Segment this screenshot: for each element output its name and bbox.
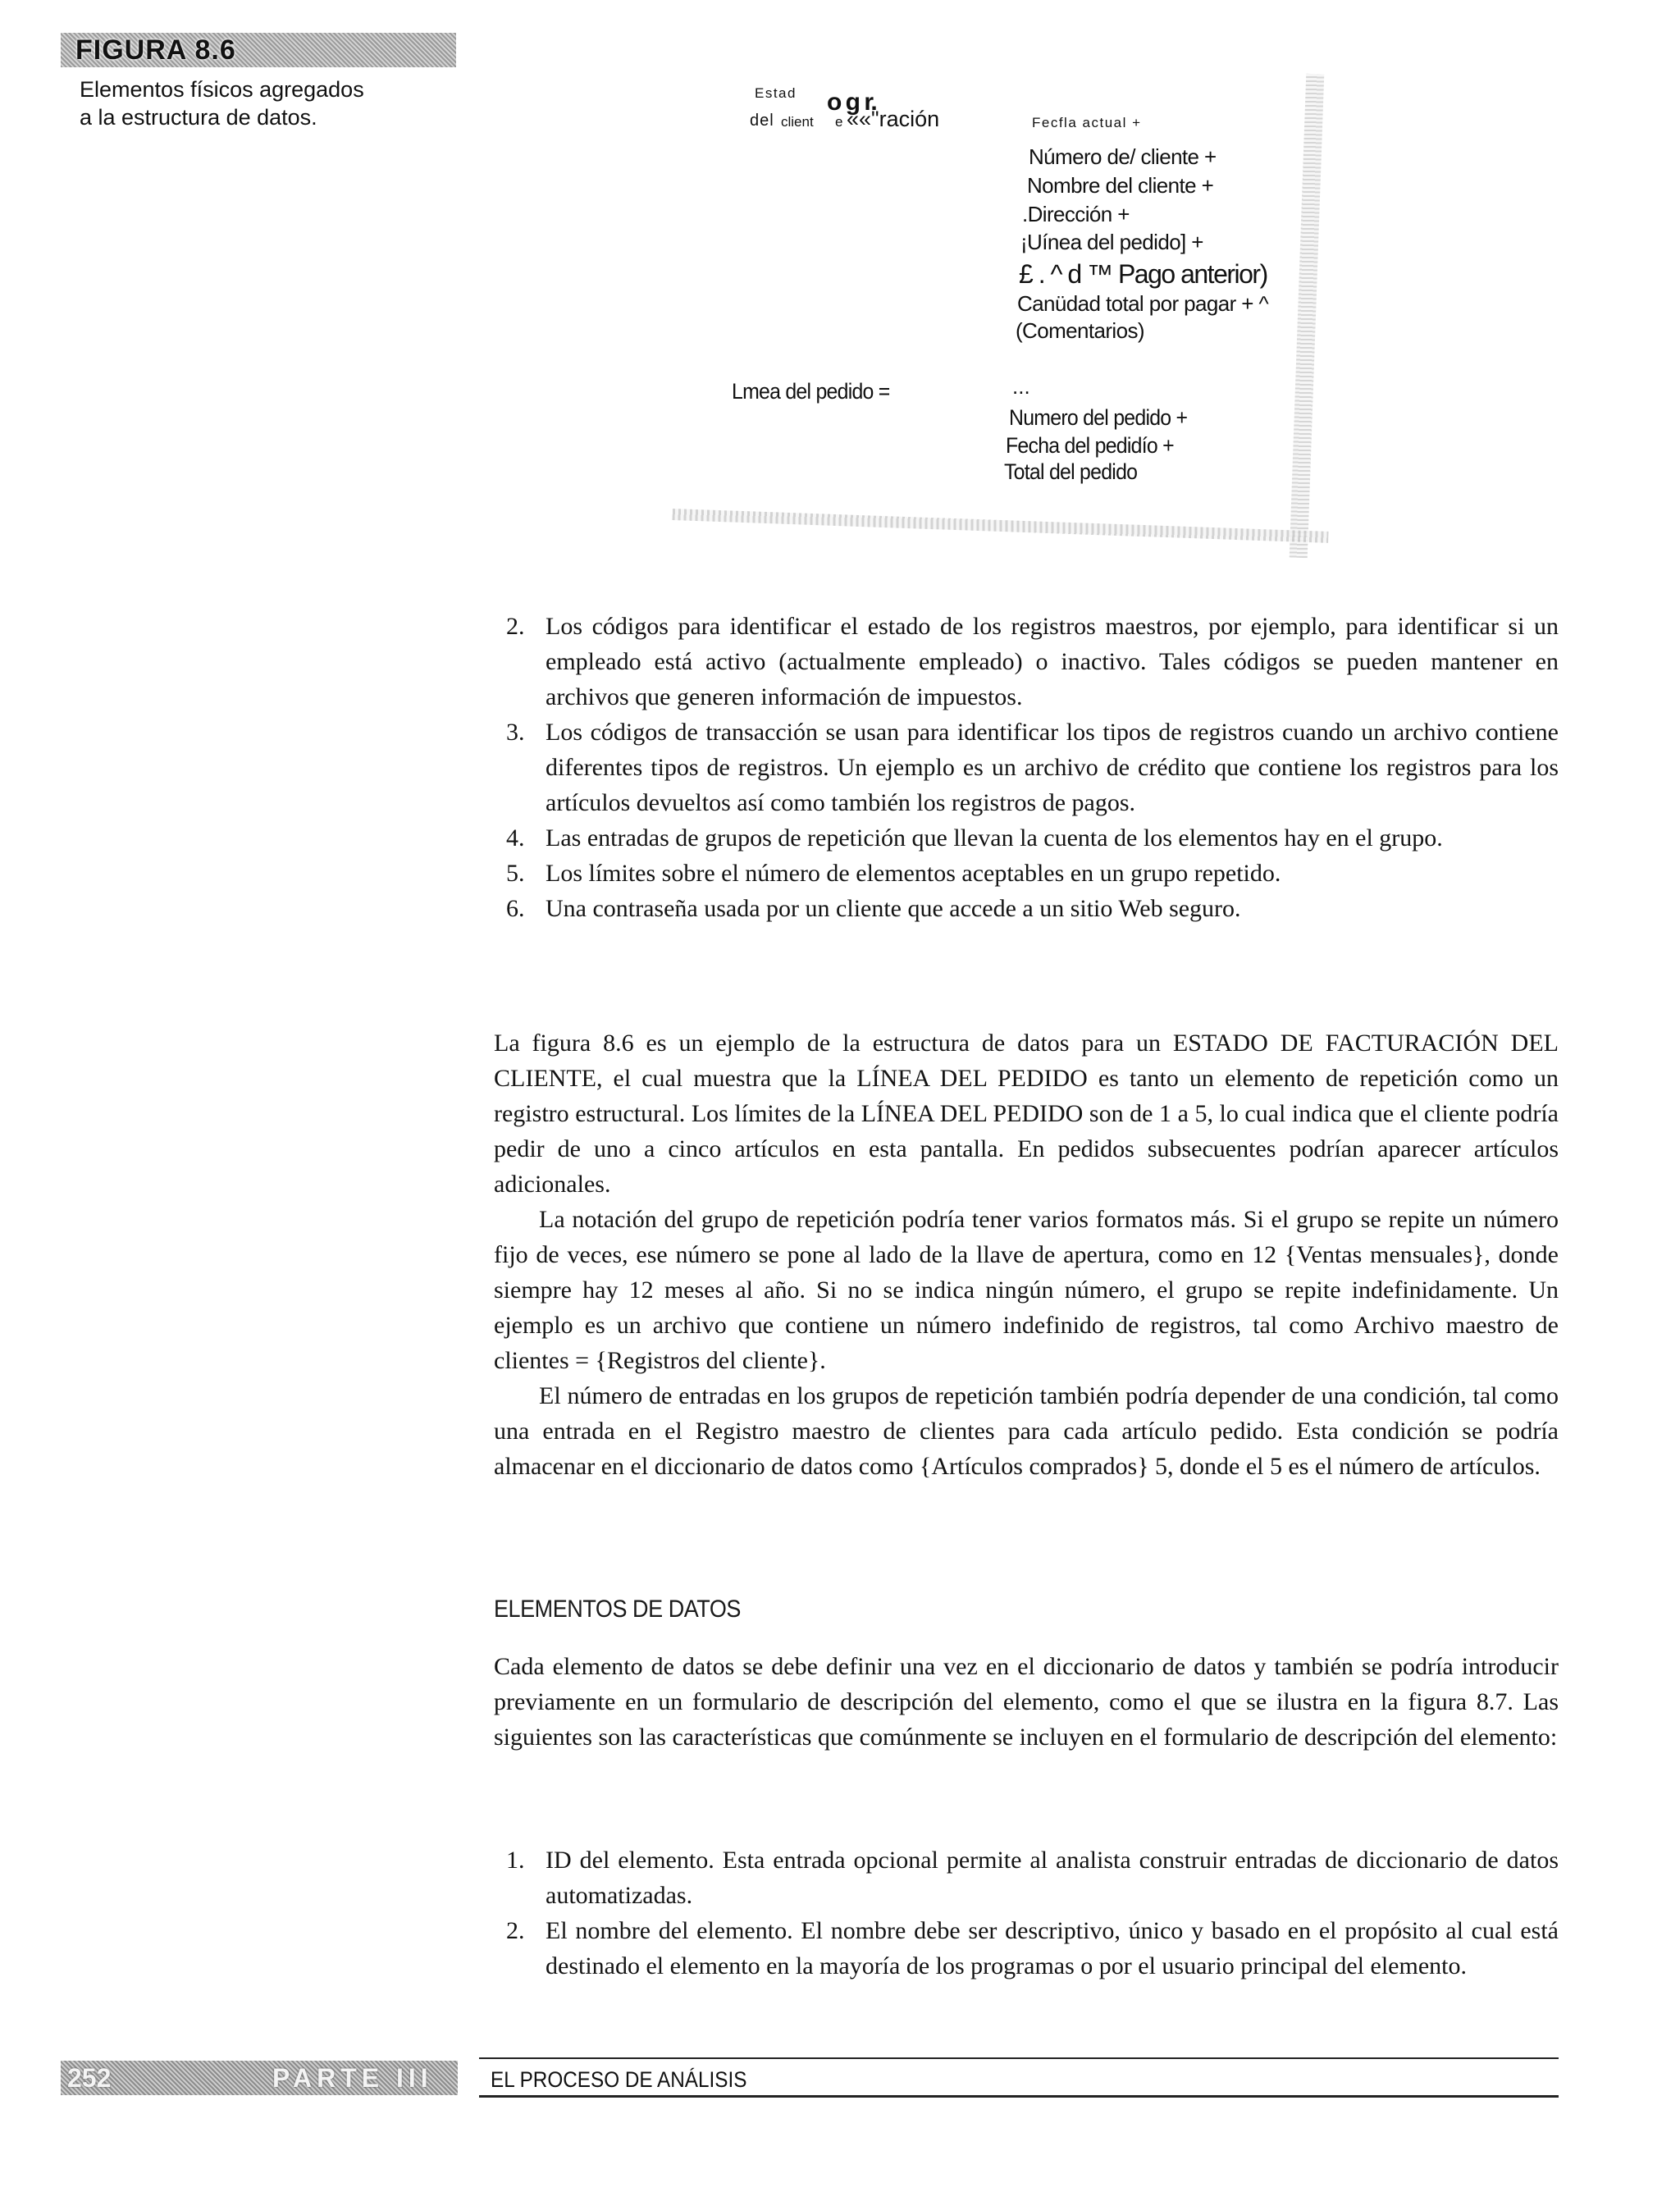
numbered-list [506, 609, 1559, 926]
paragraph: El número de entradas en los grupos de repetición también podría depender de una condición, tal como una entrada en el Registro maestro de clientes para cada artículo pedido. Esta condición se podría almacenar en el diccionario de datos como {Artículos comprados} 5, donde el 5 es el número de artículos. [494, 1382, 1559, 1480]
list-item [506, 1842, 1559, 1913]
diagram-line-field: Numero del pedido + [1009, 405, 1188, 430]
list-text: ID del elemento. Esta entrada opcional permite al analista construir entradas de diccionario de datos automatizadas. [546, 1847, 1559, 1909]
diagram-field: (Comentarios) [1016, 318, 1144, 343]
list-item [506, 820, 1559, 856]
figure-caption-line: a la estructura de datos. [80, 105, 317, 130]
list-item [506, 1913, 1559, 1984]
list-number: 5. [506, 860, 525, 887]
diagram-field: Número de/ cliente + [1029, 144, 1217, 169]
list-item [506, 715, 1559, 820]
list-number: 4. [506, 824, 525, 852]
list-text: Los códigos de transacción se usan para identificar los tipos de registros cuando un archivo contiene diferentes tipos de registros. Un ejemplo es un archivo de crédito que contiene los registros para los artículos devueltos así como también los registros de pagos. [546, 719, 1559, 816]
list-item [506, 856, 1559, 891]
list-number: 3. [506, 719, 525, 746]
list-text: Las entradas de grupos de repetición que llevan la cuenta de los elementos hay en el grupo. [546, 824, 1443, 852]
diagram-statement-word: client [781, 114, 814, 130]
part-label: PARTE III [272, 2063, 433, 2093]
body-text [494, 1025, 1559, 1484]
paragraph: Cada elemento de datos se debe definir una vez en el diccionario de datos y también se podría introducir previamente en un formulario de descripción del elemento, como el que se ilustra en la figura 8.7. Las siguientes son las características que comúnmente se incluyen en el formulario de descripción del elemento: [494, 1653, 1559, 1751]
diagram-field: £ . ^ d ™ Pago anterior) [1019, 259, 1267, 289]
diagram-field: Fecfla actual + [1032, 115, 1142, 130]
diagram-statement-word: e [835, 114, 843, 130]
numbered-list [506, 1842, 1559, 1984]
diagram-glyphs: o g r. [827, 89, 876, 116]
footer-divider [479, 2057, 1559, 2059]
list-text: Los límites sobre el número de elementos aceptables en un grupo repetido. [546, 860, 1281, 887]
diagram-statement-word: ««"ración [847, 107, 940, 131]
diagram-line-field: Total del pedido [1004, 459, 1138, 484]
list-item [506, 609, 1559, 715]
figure-caption-line: Elementos físicos agregados [80, 77, 364, 102]
list-number: 6. [506, 895, 525, 922]
footer-band [61, 2061, 458, 2095]
diagram-field: .Dirección + [1022, 202, 1130, 226]
diagram-field: ¡Uínea del pedido] + [1020, 230, 1203, 254]
page-number: 252 [67, 2063, 112, 2093]
diagram-line-field: Fecha del pedidío + [1006, 433, 1174, 458]
figure-scan-border-right [1290, 74, 1325, 558]
figure-scan-border-bottom [673, 509, 1329, 543]
list-number: 2. [506, 613, 525, 640]
figure-caption [80, 75, 424, 131]
running-footer-title: EL PROCESO DE ANÁLISIS [491, 2067, 747, 2092]
list-number: 2. [506, 1917, 525, 1944]
list-item [506, 891, 1559, 926]
paragraph: La figura 8.6 es un ejemplo de la estructura de datos para un ESTADO DE FACTURACIÓN DEL CLIENTE, el cual muestra que la LÍNEA DEL PEDIDO es tanto un elemento de repetición como un registro estructural. Los límites de la LÍNEA DEL PEDIDO son de 1 a 5, lo cual indica que el cliente podría pedir de uno a cinco artículos en esta pantalla. En pedidos subsecuentes podrían aparecer artículos adicionales. [494, 1030, 1559, 1198]
diagram-field: Nombre del cliente + [1027, 173, 1214, 198]
section-heading: ELEMENTOS DE DATOS [494, 1596, 741, 1623]
diagram-statement-word: Estad [755, 85, 797, 101]
list-text: Una contraseña usada por un cliente que accede a un sitio Web seguro. [546, 895, 1241, 922]
paragraph: La notación del grupo de repetición podría tener varios formatos más. Si el grupo se repite un número fijo de veces, ese número se pone al lado de la llave de apertura, como en 12 {Ventas mensuales}, donde siempre hay 12 meses al año. Si no se indica ningún número, el grupo se repite indefinidamente. Un ejemplo es un archivo que contiene un número indefinido de registros, tal como Archivo maestro de clientes = {Registros del cliente}. [494, 1206, 1559, 1374]
diagram-statement-word: del [750, 112, 774, 130]
list-text: El nombre del elemento. El nombre debe ser descriptivo, único y basado en el propósito al cual está destinado el elemento en la mayoría de los programas o por el usuario principal del elemento. [546, 1917, 1559, 1979]
diagram-field: Canüdad total por pagar + ^ [1017, 291, 1269, 316]
footer-divider [479, 2095, 1559, 2098]
diagram-line-field: ... [1012, 374, 1030, 399]
diagram-line-label: Lmea del pedido = [732, 379, 890, 404]
figure-label-text: FIGURA 8.6 [75, 34, 236, 66]
list-number: 1. [506, 1847, 525, 1874]
figure-label [61, 33, 456, 67]
list-text: Los códigos para identificar el estado de los registros maestros, por ejemplo, para identificar si un empleado está activo (actualmente empleado) o inactivo. Tales códigos se pueden mantener en archivos que generen información de impuestos. [546, 613, 1559, 710]
